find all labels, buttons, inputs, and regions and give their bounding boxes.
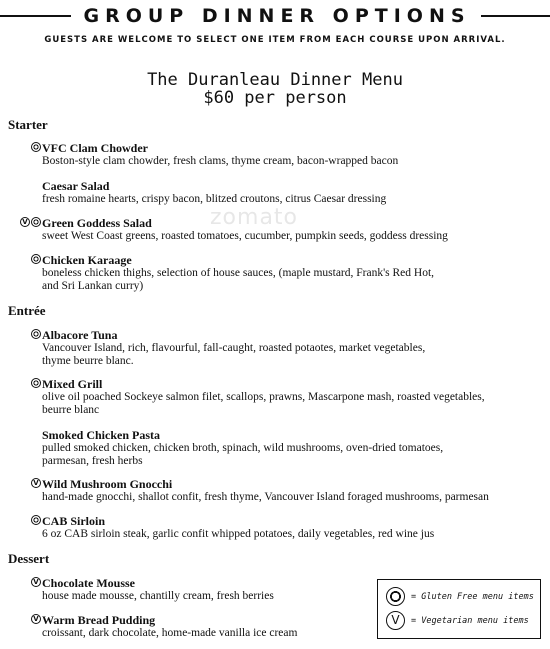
gluten-free-icon xyxy=(31,142,41,152)
item-desc: olive oil poached Sockeye salmon filet, scallops, prawns, Mascarpone mash, roasted vegetables, xyxy=(42,391,485,403)
menu-item xyxy=(42,514,542,541)
item-desc: Vancouver Island, rich, flavourful, fall-caught, roasted potaotes, market vegetables, xyxy=(42,342,426,354)
menu-item xyxy=(42,141,542,168)
menu-item xyxy=(42,377,542,417)
menu-title: The Duranleau Dinner Menu xyxy=(147,70,403,90)
item-name: Wild Mushroom Gnocchi xyxy=(42,477,173,491)
legend-label: = Vegetarian menu items xyxy=(411,615,529,626)
vegetarian-icon: V xyxy=(20,217,30,227)
item-desc: Boston-style clam chowder, fresh clams, thyme cream, bacon-wrapped bacon xyxy=(42,155,399,167)
item-name: Chicken Karaage xyxy=(42,253,132,267)
menu-item xyxy=(42,328,542,368)
section-heading-starter: Starter xyxy=(8,117,48,132)
gluten-free-icon xyxy=(31,217,41,227)
item-desc: croissant, dark chocolate, home-made vanilla ice cream xyxy=(42,627,298,639)
page-subtitle: GUESTS ARE WELCOME TO SELECT ONE ITEM FROM EACH COURSE UPON ARRIVAL. xyxy=(44,35,506,45)
menu-item xyxy=(22,216,542,243)
item-desc: pulled smoked chicken, chicken broth, spinach, wild mushrooms, oven-dried tomatoes, xyxy=(42,442,444,454)
item-desc: thyme beurre blanc. xyxy=(42,355,134,367)
item-desc: hand-made gnocchi, shallot confit, fresh thyme, Vancouver Island foraged mushrooms, parmesan xyxy=(42,491,489,503)
item-desc: boneless chicken thighs, selection of house sauces, (maple mustard, Frank's Red Hot, xyxy=(42,267,435,279)
item-desc: house made mousse, chantilly cream, fresh berries xyxy=(42,590,274,602)
menu-item xyxy=(33,477,542,504)
gluten-free-icon xyxy=(31,329,41,339)
gluten-free-icon xyxy=(31,254,41,264)
menu-item xyxy=(42,253,542,293)
item-name: CAB Sirloin xyxy=(42,514,106,528)
menu-item xyxy=(42,179,542,206)
header-rule-left xyxy=(0,15,71,17)
gluten-free-icon xyxy=(31,515,41,525)
watermark: zomato xyxy=(210,205,299,230)
item-name: Caesar Salad xyxy=(42,179,110,193)
gluten-free-icon xyxy=(31,378,41,388)
section-heading-entree: Entrée xyxy=(8,303,46,318)
menu-item xyxy=(42,428,542,468)
item-name: Mixed Grill xyxy=(42,377,103,391)
item-name: Warm Bread Pudding xyxy=(42,613,156,627)
menu-price: $60 per person xyxy=(203,88,347,108)
vegetarian-icon: V xyxy=(31,614,41,624)
page-title: GROUP DINNER OPTIONS xyxy=(83,5,471,27)
item-desc: 6 oz CAB sirloin steak, garlic confit whipped potatoes, daily vegetables, red wine jus xyxy=(42,528,435,540)
vegetarian-icon: V xyxy=(31,577,41,587)
legend-label: = Gluten Free menu items xyxy=(411,591,534,602)
v-circle-icon: V xyxy=(386,611,405,630)
item-name: VFC Clam Chowder xyxy=(42,141,148,155)
header-title-row xyxy=(0,4,550,28)
item-desc: sweet West Coast greens, roasted tomatoes, cucumber, pumpkin seeds, goddess dressing xyxy=(42,230,448,242)
wheat-icon xyxy=(386,587,405,606)
item-desc: fresh romaine hearts, crispy bacon, blitzed croutons, citrus Caesar dressing xyxy=(42,193,387,205)
item-name: Chocolate Mousse xyxy=(42,576,135,590)
item-desc: beurre blanc xyxy=(42,404,100,416)
icon-legend xyxy=(377,579,541,639)
item-desc: parmesan, fresh herbs xyxy=(42,455,143,467)
legend-row-vegetarian xyxy=(386,611,529,630)
header-rule-right xyxy=(481,15,550,17)
legend-row-gluten-free xyxy=(386,587,534,606)
vegetarian-icon: V xyxy=(31,478,41,488)
section-heading-dessert: Dessert xyxy=(8,551,50,566)
item-desc: and Sri Lankan curry) xyxy=(42,280,144,292)
item-name: Smoked Chicken Pasta xyxy=(42,428,161,442)
item-name: Albacore Tuna xyxy=(42,328,118,342)
item-name: Green Goddess Salad xyxy=(42,216,152,230)
